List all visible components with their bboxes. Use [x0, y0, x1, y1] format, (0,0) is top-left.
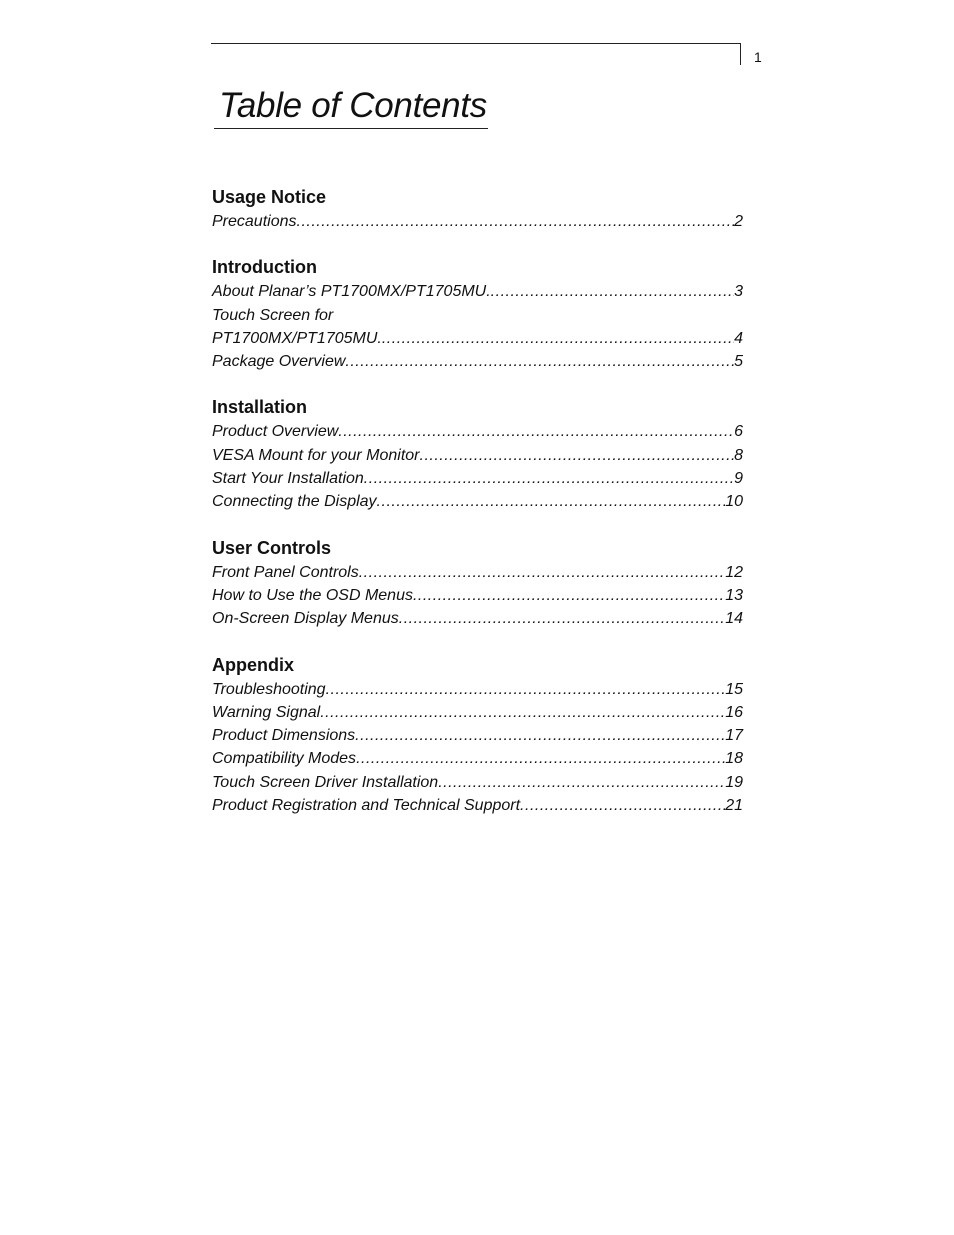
entry-page: 17: [725, 727, 743, 745]
entry-page: 12: [725, 563, 743, 581]
toc-entry[interactable]: [212, 678, 743, 701]
section-heading: User Controls: [212, 537, 332, 558]
page-title: Table of Contents: [219, 86, 487, 125]
dot-leader: [355, 724, 725, 747]
section-heading: Introduction: [212, 257, 317, 278]
dot-leader: [377, 490, 726, 513]
toc-entry-continuation[interactable]: [212, 304, 743, 327]
entry-label: How to Use the OSD Menus: [212, 586, 413, 604]
dot-leader: [491, 280, 734, 303]
dot-leader: [520, 794, 725, 817]
entry-label: Compatibility Modes: [212, 750, 357, 768]
toc-entry[interactable]: [212, 561, 743, 584]
dot-leader: [345, 350, 734, 373]
toc-entry[interactable]: [212, 444, 743, 467]
dot-leader: [420, 444, 735, 467]
page-number: 1: [754, 49, 762, 65]
entry-label: Front Panel Controls: [212, 563, 359, 581]
entry-page: 18: [725, 750, 743, 768]
toc-entry[interactable]: [212, 327, 743, 350]
toc-entry[interactable]: [212, 747, 743, 770]
entry-page: 3: [734, 283, 743, 301]
toc-section-user-controls: [212, 536, 743, 631]
dot-leader: [356, 747, 725, 770]
entry-page: 2: [734, 213, 743, 230]
entry-page: 6: [734, 423, 743, 441]
entry-label: About Planar’s PT1700MX/PT1705MU.: [212, 283, 491, 301]
entry-label: Product Dimensions: [212, 727, 356, 745]
toc-entry[interactable]: [212, 701, 743, 724]
dot-leader: [338, 420, 734, 443]
header-tick: [740, 43, 741, 65]
entry-page: 4: [734, 329, 743, 347]
toc-entry[interactable]: [212, 280, 743, 303]
entry-page: 14: [725, 610, 743, 628]
entry-page: 21: [725, 797, 743, 815]
entry-label: Warning Signal: [212, 703, 321, 721]
entry-label: Troubleshooting: [212, 680, 326, 698]
entry-page: 15: [725, 680, 743, 698]
toc-entry[interactable]: [212, 584, 743, 607]
toc-entry[interactable]: [212, 350, 743, 373]
entry-page: 19: [725, 773, 743, 791]
toc-entry[interactable]: [212, 607, 743, 630]
entry-page: 5: [734, 353, 743, 371]
entry-page: 13: [725, 586, 743, 604]
title-underline: [214, 128, 488, 129]
dot-leader: [297, 210, 735, 233]
toc-entry[interactable]: [212, 420, 743, 443]
dot-leader: [320, 701, 725, 724]
toc-entry[interactable]: [212, 490, 743, 513]
entry-label: PT1700MX/PT1705MU.: [212, 329, 382, 347]
dot-leader: [364, 467, 734, 490]
section-heading: Installation: [212, 397, 308, 418]
entry-label: Connecting the Display: [212, 493, 377, 511]
dot-leader: [359, 561, 725, 584]
dot-leader: [438, 771, 725, 794]
entry-label: Touch Screen for: [212, 306, 334, 324]
dot-leader: [413, 584, 725, 607]
entry-label: Product Overview: [212, 423, 339, 441]
dot-leader: [326, 678, 726, 701]
toc-section-introduction: [212, 255, 743, 373]
toc-section-usage-notice: [212, 185, 743, 233]
toc-entry[interactable]: [212, 724, 743, 747]
header-rule: [211, 43, 741, 44]
entry-label: On-Screen Display Menus: [212, 610, 399, 628]
section-heading: Appendix: [212, 654, 295, 675]
entry-page: 9: [734, 470, 743, 488]
toc-section-appendix: [212, 653, 743, 818]
toc-entry[interactable]: [212, 467, 743, 490]
toc-entry[interactable]: [212, 794, 743, 817]
toc-entry[interactable]: [212, 771, 743, 794]
entry-label: Product Registration and Technical Support: [212, 797, 521, 815]
dot-leader: [399, 607, 725, 630]
toc-entry[interactable]: [212, 210, 743, 233]
entry-label: VESA Mount for your Monitor: [212, 446, 420, 464]
toc-section-installation: [212, 395, 743, 513]
entry-label: Touch Screen Driver Installation: [212, 773, 439, 791]
entry-label: Package Overview: [212, 353, 346, 371]
dot-leader: [382, 327, 734, 350]
table-of-contents: [212, 185, 743, 839]
entry-page: 16: [725, 703, 743, 721]
entry-label: Start Your Installation: [212, 470, 364, 488]
entry-page: 8: [734, 446, 743, 464]
entry-label: Precautions: [212, 213, 297, 230]
entry-page: 10: [725, 493, 743, 511]
section-heading: Usage Notice: [212, 187, 327, 207]
